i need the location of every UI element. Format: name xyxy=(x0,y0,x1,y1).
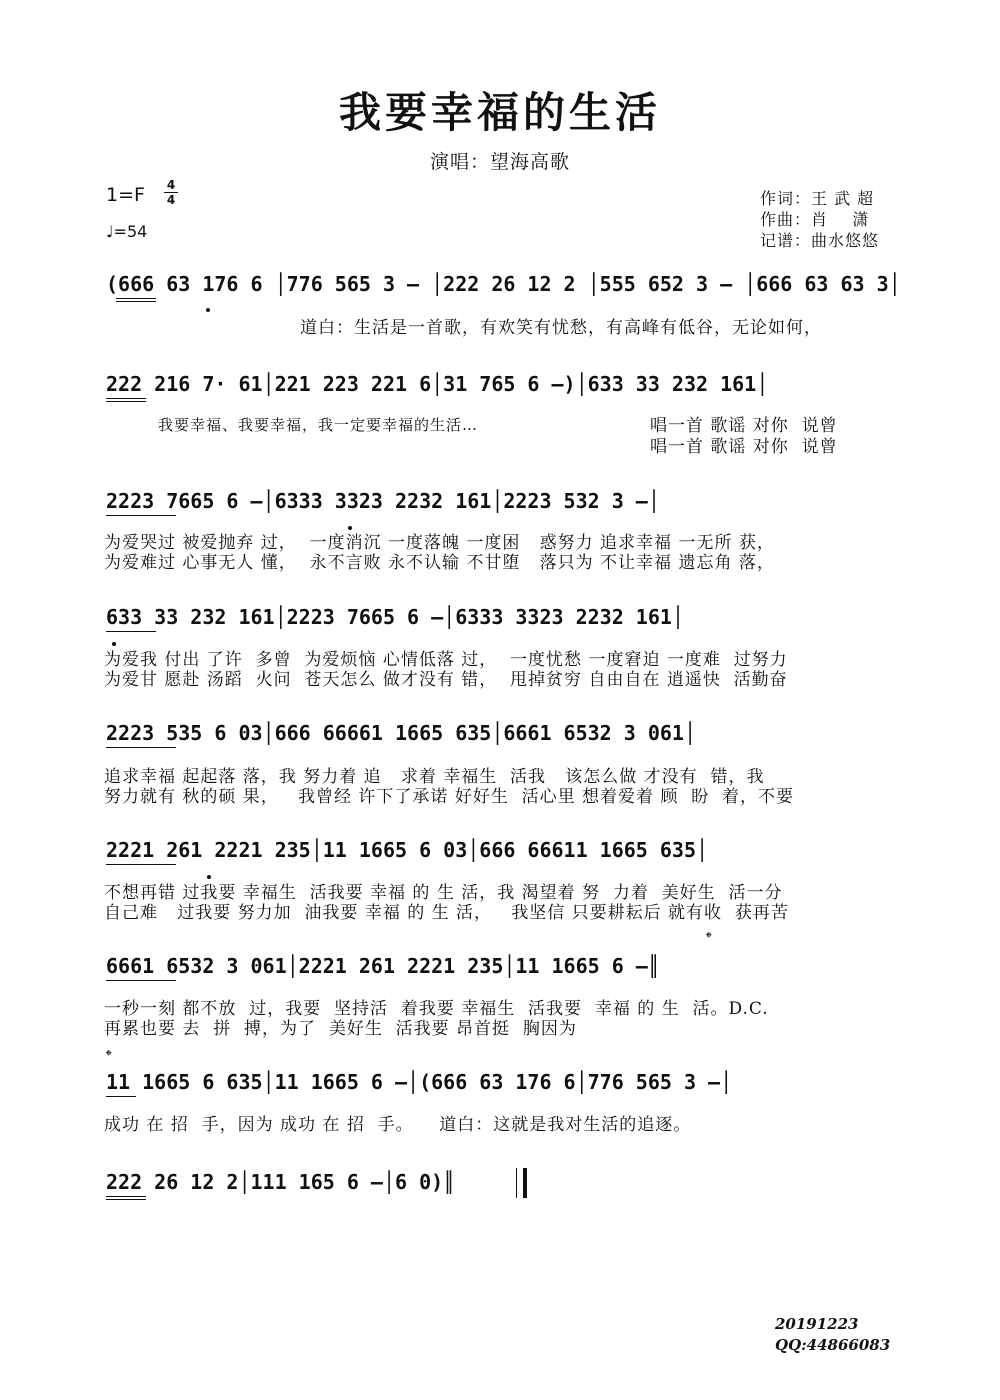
notation-row-5: 2223 535 6 03│666 66661 1665 635│6661 6532 3 061│ xyxy=(106,721,697,745)
notation-row-8: 11 1665 6 635│11 1665 6 –│(666 63 176 6│776 565 3 –│ xyxy=(106,1070,733,1094)
lyric-row-6-line-2: 自己难 过我要 努力加 油我要 幸福 的 生 活， 我坚信 只要耕耘后 就有收 获再苦 xyxy=(104,903,789,923)
lyricist-credit: 作词：王 武 超 xyxy=(760,189,875,208)
beam-line xyxy=(106,398,146,399)
beam-line xyxy=(106,401,146,402)
time-signature-bottom: 4 xyxy=(164,192,178,207)
lyric-row-5-line-2: 努力就有 秋的硕 果， 我曾经 许下了承诺 好好生 活心里 想着爱着 顾 盼 着，不要 xyxy=(104,787,795,807)
key-signature: 1=F xyxy=(106,184,145,206)
lyric-row-3-line-2: 为爱难过 心事无人 懂， 永不言败 永不认输 不甘堕 落只为 不让幸福 遗忘角 落， xyxy=(104,553,775,573)
beam-line xyxy=(106,747,176,748)
lyric-row-6-line-1: 不想再错 过我要 幸福生 活我要 幸福 的 生 活，我 渴望着 努 力着 美好生 活一分 xyxy=(104,883,783,903)
lyric-row-1-line-1: 道白：生活是一首歌，有欢笑有忧愁，有高峰有低谷，无论如何， xyxy=(300,318,822,338)
notation-row-3: 2223 7665 6 –│6333 3323 2232 161│2223 532 3 –│ xyxy=(106,489,660,513)
beam-line xyxy=(106,1199,146,1200)
tempo-marking: ♩=54 xyxy=(106,222,148,241)
date-stamp: 20191223 xyxy=(775,1315,859,1333)
beam-line xyxy=(106,1196,146,1197)
song-title: 我要幸福的生活 xyxy=(338,88,661,137)
notation-row-1: (666 63 176 6 │776 565 3 – │222 26 12 2 │555 652 3 – │666 63 63 3│ xyxy=(106,272,901,296)
final-barline-thin xyxy=(516,1168,517,1198)
coda-icon: 𝄌 xyxy=(706,928,712,947)
notation-row-6: 2221 261 2221 235│11 1665 6 03│666 66611 1665 635│ xyxy=(106,838,709,862)
octave-dot xyxy=(112,642,116,646)
beam-line xyxy=(106,631,156,632)
beam-line xyxy=(106,980,176,981)
final-barline-thick xyxy=(523,1168,527,1198)
lyric-row-7-line-1: 一秒一刻 都不放 过，我要 坚持活 着我要 幸福生 活我要 幸福 的 生 活。D.C. xyxy=(104,999,769,1019)
lyric-row-3-line-1: 为爱哭过 被爱抛弃 过， 一度消沉 一度落魄 一度困 惑努力 追求幸福 一无所 获， xyxy=(104,533,775,553)
notation-row-2: 222 216 7· 61│221 223 221 6│31 765 6 –)│633 33 232 161│ xyxy=(106,372,769,396)
lyric-row-5-line-1: 追求幸福 起起落 落，我 努力着 追 求着 幸福生 活我 该怎么做 才没有 错，我 xyxy=(104,767,765,787)
beam-line xyxy=(116,298,156,299)
beam-line xyxy=(106,515,176,516)
octave-dot xyxy=(206,308,210,312)
octave-dot xyxy=(207,875,211,879)
lyric-row-2-line-1: 我要幸福、我要幸福，我一定要幸福的生活… xyxy=(158,416,479,434)
composer-credit: 作曲：肖 潇 xyxy=(760,210,870,229)
lyric-row-2-line-3: 唱一首 歌谣 对你 说曾 xyxy=(650,437,838,457)
beam-line xyxy=(106,1096,136,1097)
notation-row-7: 6661 6532 3 061│2221 261 2221 235│11 1665 6 –║ xyxy=(106,954,660,978)
lyric-row-4-line-1: 为爱我 付出 了许 多曾 为爱烦恼 心情低落 过， 一度忧愁 一度窘迫 一度难 过努力 xyxy=(104,650,788,670)
lyric-row-4-line-2: 为爱甘 愿赴 汤蹈 火问 苍天怎么 做才没有 错， 甩掉贫穷 自由自在 逍遥快 活勤奋 xyxy=(104,670,788,690)
coda-icon: 𝄌 xyxy=(106,1046,112,1065)
beam-line xyxy=(116,301,156,302)
notation-row-4: 633 33 232 161│2223 7665 6 –│6333 3323 2232 161│ xyxy=(106,605,684,629)
lyric-row-7-line-2: 再累也要 去 拼 搏，为了 美好生 活我要 昂首挺 胸因为 xyxy=(104,1019,577,1039)
transcriber-credit: 记谱：曲水悠悠 xyxy=(760,231,880,250)
time-signature-top: 4 xyxy=(166,178,176,192)
notation-row-9: 222 26 12 2│111 165 6 –│6 0)║ xyxy=(106,1170,456,1194)
beam-line xyxy=(106,864,176,865)
time-signature xyxy=(164,178,178,207)
lyric-row-2-line-2: 唱一首 歌谣 对你 说曾 xyxy=(650,416,838,436)
octave-dot xyxy=(348,526,352,530)
lyric-row-8-line-1: 成功 在 招 手，因为 成功 在 招 手。 道白：这就是我对生活的追逐。 xyxy=(104,1115,692,1135)
qq-contact: QQ:44866083 xyxy=(775,1336,891,1354)
singer-credit: 演唱：望海高歌 xyxy=(429,151,570,173)
